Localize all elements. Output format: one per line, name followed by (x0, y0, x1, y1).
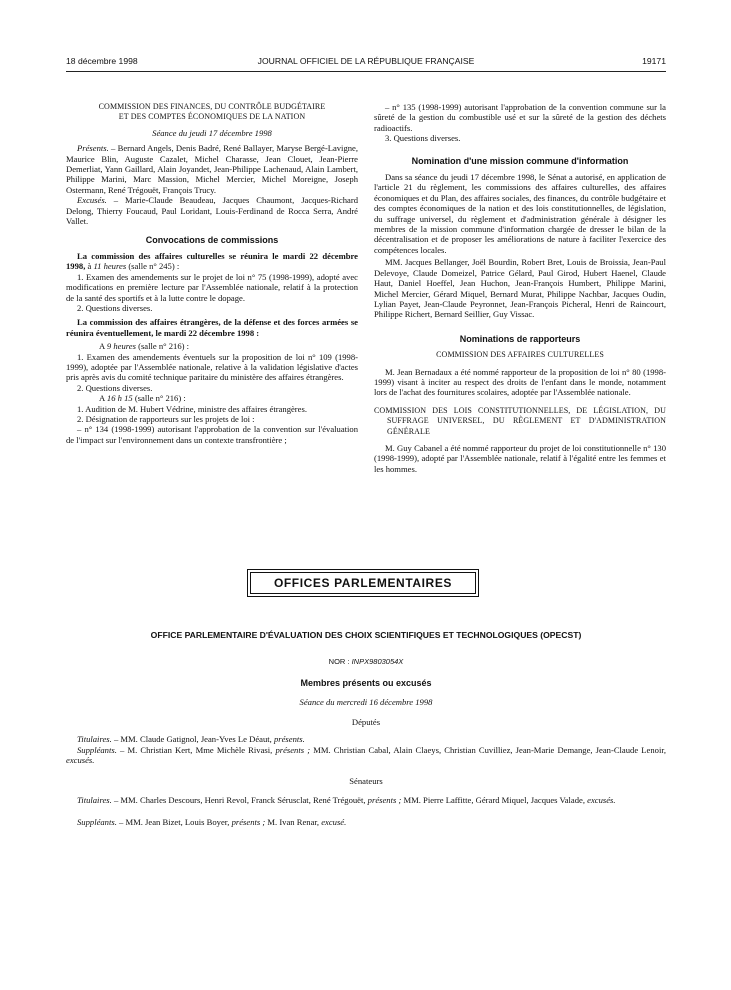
deputes-suppleants-text-2: MM. Christian Cabal, Alain Claeys, Christian Cuvilliez, Jean-Marie Demange, Jean-Claude Lenoir, (310, 745, 667, 755)
deputes-heading: Députés (351, 717, 381, 727)
senateurs-titulaires-label: Titulaires. (77, 795, 112, 805)
senateurs-titulaires-excuses: excusés. (587, 795, 616, 805)
etrangeres-time-1-room: (salle n° 216) : (135, 341, 190, 352)
nor-label: NOR : (328, 657, 352, 666)
etrangeres-2-item-2: 2. Désignation de rapporteurs sur les projets de loi : (77, 413, 255, 424)
header-journal-title: JOURNAL OFFICIEL DE LA RÉPUBLIQUE FRANÇAISE (257, 56, 475, 66)
nor-line (66, 657, 666, 667)
deputes-suppleants-excuses: excusés. (66, 755, 95, 766)
presents-text: – Bernard Angels, Denis Badré, René Ballayer, Maryse Bergé-Lavigne, Maurice Blin, Auguste Cazalet, Michel Charasse, Jean Clouet, Jean-Pierre Demerliat, Yann Gaillard, Alain Joyandet, Jean-Philippe Lachenaud, Alain Lambert, Philippe Marini, Marc Massion, Michel Mercier, Michel Moreigne, Joseph Ostermann, René Trégouët, François Trucy. (66, 143, 358, 195)
etrangeres-time-2-pre: A (99, 393, 107, 404)
senateurs-suppleants-text-1: – MM. Jean Bizet, Louis Boyer, (116, 817, 232, 827)
etrangeres-time-2 (66, 393, 358, 403)
etrangeres-item-2: 2. Questions diverses. (77, 382, 153, 393)
culturelles-convocation (66, 251, 358, 272)
etrangeres-2-item-3: 3. Questions diverses. (385, 133, 461, 144)
seance-date: Séance du jeudi 17 décembre 1998 (152, 127, 272, 138)
presents-label: Présents. (77, 143, 109, 154)
deputes-titulaires (66, 734, 666, 744)
commission-lois-label: COMMISSION DES LOIS CONSTITUTIONNELLES, DE LÉGISLATION, DU SUFFRAGE UNIVERSEL, DU RÈGLEMENT ET D'ADMINISTRATION GÉNÉRALE (374, 405, 666, 436)
opecst-title: OFFICE PARLEMENTAIRE D'ÉVALUATION DES CHOIX SCIENTIFIQUES ET TECHNOLOGIQUES (OPECST) (150, 630, 582, 640)
etrangeres-time-2-value: 16 h 15 (106, 393, 133, 404)
deputes-titulaires-presents: présents. (273, 734, 305, 744)
senateurs-titulaires (66, 795, 666, 805)
commission-culturelles-label: COMMISSION DES AFFAIRES CULTURELLES (436, 350, 604, 360)
deputes-titulaires-text: – MM. Claude Gatignol, Jean-Yves Le Déaut, (111, 734, 274, 744)
senateurs-suppleants-text-2: M. Ivan Renar, (265, 817, 322, 827)
mission-heading: Nomination d'une mission commune d'information (411, 155, 629, 166)
deputes-suppleants (66, 745, 666, 766)
culturelles-room: (salle n° 245) : (126, 261, 180, 272)
mission-members: MM. Jacques Bellanger, Joël Bourdin, Robert Bret, Louis de Broissia, Jean-Paul Delevoye, Claude Domeizel, Patrice Gélard, Paul Girod, Hubert Haenel, Claude Haut, Daniel Hoeffel, Jean Huchon, Jean-François Humbert, Philippe Marini, Michel Mercier, Gérard Miquel, Bernard Murat, Philippe Nachbar, Jacques Oudin, Lylian Payet, Jean-Claude Peyronnet, Jean-François Picheral, Henri de Raincourt, Philippe Richert, Bernard Seillier, Guy Vissac. (374, 257, 666, 320)
deputes-suppleants-text-1: – M. Christian Kert, Mme Michèle Rivasi, (116, 745, 276, 755)
nor-value: INPX9803054X (351, 657, 404, 666)
lois-rapporteur-text: M. Guy Cabanel a été nommé rapporteur du projet de loi constitutionnelle n° 130 (1998-1999), adopté par l'Assemblée nationale, relatif à l'égalité entre les femmes et les hommes. (374, 442, 666, 474)
left-column (66, 102, 358, 445)
culturelles-bold: La commission des affaires culturelles se réunira le mardi 22 décembre 1998, (66, 250, 358, 272)
senateurs-titulaires-text-2: MM. Pierre Laffitte, Gérard Miquel, Jacques Valade, (401, 795, 588, 805)
offices-parlementaires-box (247, 569, 479, 597)
etrangeres-2-item-1: 1. Audition de M. Hubert Védrine, ministre des affaires étrangères. (77, 403, 307, 414)
membres-heading: Membres présents ou excusés (300, 678, 432, 688)
excuses-label: Excusés. (77, 195, 107, 206)
culturelles-item-2: 2. Questions diverses. (77, 302, 153, 313)
senateurs-suppleants-presents: présents ; (231, 817, 266, 827)
culturelles-time: 11 heures (93, 261, 127, 272)
senateurs-suppleants-label: Suppléants. (77, 817, 117, 827)
deputes-suppleants-label: Suppléants. (77, 745, 117, 755)
presents-paragraph (66, 143, 358, 195)
mission-text: Dans sa séance du jeudi 17 décembre 1998, le Sénat a autorisé, en application de l'article 21 du règlement, les commissions des affaires culturelles, des affaires économiques et du Plan, des affaires sociales, des finances, du contrôle budgétaire et des comptes économiques de la nation et des lois constitutionnelles, de législation, du suffrage universel, du règlement et d'administration générale à désigner les membres de la mission commune d'information chargée de dresser le bilan de la décentralisation et de proposer les améliorations de nature à faciliter l'exercice des compétences locales. (374, 172, 666, 255)
senateurs-suppleants-excuse: excusé. (321, 817, 347, 827)
etrangeres-2-dash-1: – n° 134 (1998-1999) autorisant l'approbation de la convention sur l'évaluation de l'impact sur l'environnement dans un contexte transfrontière ; (66, 424, 358, 445)
senateurs-heading: Sénateurs (349, 776, 383, 786)
convocations-heading: Convocations de commissions (145, 235, 279, 246)
etrangeres-time-1-value: 9 heures (106, 341, 136, 352)
header-page-number: 19171 (642, 56, 666, 66)
etrangeres-time-1 (66, 341, 358, 351)
opecst-seance: Séance du mercredi 16 décembre 1998 (299, 697, 433, 707)
deputes-suppleants-presents: présents ; (275, 745, 311, 755)
senateurs-suppleants (66, 817, 666, 827)
culturelles-rapporteur-text: M. Jean Bernadaux a été nommé rapporteur de la proposition de loi n° 80 (1998-1999) visant à inciter au respect des droits de l'enfant dans le monde, notamment lors de l'achat des fournitures scolaires, adoptée par l'Assemblée nationale. (374, 366, 666, 398)
senateurs-titulaires-text-1: – MM. Charles Descours, Henri Revol, Franck Sérusclat, René Trégouët, (111, 795, 368, 805)
header-date: 18 décembre 1998 (66, 56, 138, 66)
excuses-paragraph (66, 195, 358, 226)
rapporteurs-heading: Nominations de rapporteurs (459, 333, 581, 344)
senateurs-titulaires-presents: présents ; (367, 795, 402, 805)
etrangeres-time-1-pre: A (99, 341, 107, 352)
commission-finances-title-1: COMMISSION DES FINANCES, DU CONTRÔLE BUDGÉTAIRE (98, 102, 326, 111)
culturelles-item-1: 1. Examen des amendements sur le projet de loi n° 75 (1998-1999), adopté avec modifications en première lecture par l'Assemblée nationale, relatif à la protection de la santé des sportifs et à la lutte contre le dopage. (66, 271, 358, 303)
etrangeres-time-2-room: (salle n° 216) : (132, 393, 186, 404)
etrangeres-2-dash-2: – n° 135 (1998-1999) autorisant l'approbation de la convention commune sur la sûreté de la gestion du combustible usé et sur la sûreté de la gestion des déchets radioactifs. (374, 102, 666, 133)
etrangeres-convocation: La commission des affaires étrangères, de la défense et des forces armées se réunira éventuellement, le mardi 22 décembre 1998 : (66, 317, 358, 338)
right-column (374, 102, 666, 474)
deputes-titulaires-label: Titulaires. (77, 734, 112, 744)
header-rule (66, 71, 666, 72)
commission-finances-title-2: ET DES COMPTES ÉCONOMIQUES DE LA NATION (118, 112, 306, 122)
excuses-text: – Marie-Claude Beaudeau, Jacques Chaumont, Jacques-Richard Delong, Thierry Foucaud, Paul Loridant, Louis-Ferdinand de Rocca Serra, André Vallet. (66, 195, 358, 227)
page-header (66, 56, 666, 70)
etrangeres-item-1: 1. Examen des amendements éventuels sur la proposition de loi n° 109 (1998-1999), adoptée par l'Assemblée nationale, relative à la validation législative d'actes pris après avis du comité technique paritaire du ministère des affaires étrangères. (66, 351, 358, 383)
offices-parlementaires-title: OFFICES PARLEMENTAIRES (250, 572, 476, 594)
culturelles-time-pre: à (85, 261, 94, 272)
